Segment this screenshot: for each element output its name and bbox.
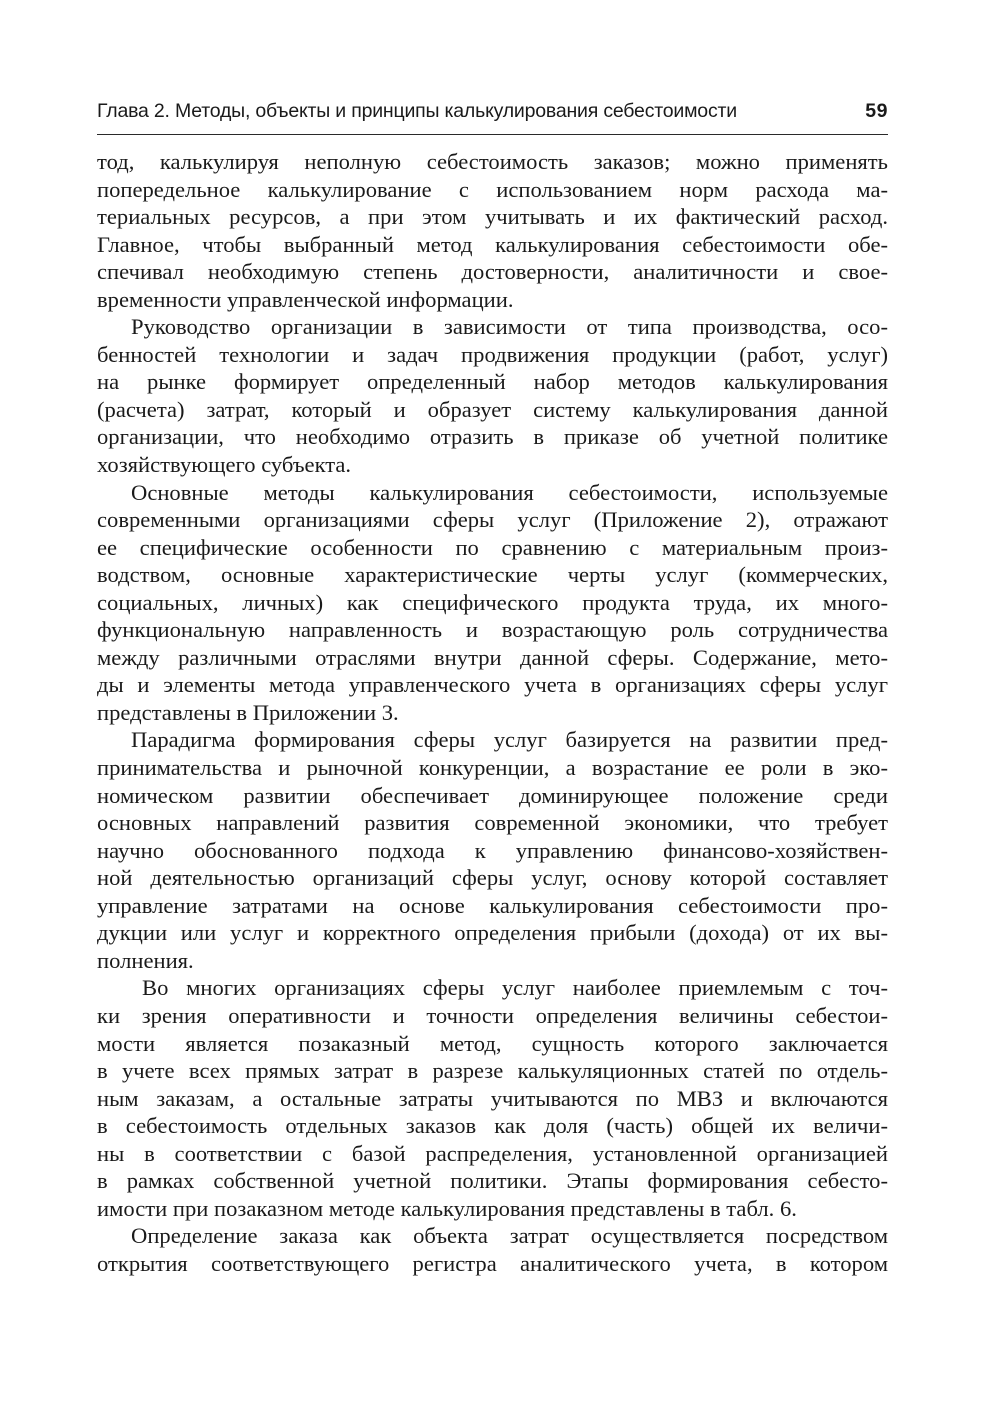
text-line: ны в соответствии с базой распределения, установленной организацией	[97, 1140, 888, 1166]
text-line: основных направлений развития современной экономики, что требует	[97, 810, 888, 836]
text-line: между различными отраслями внутри данной сферы. Содержание, мето-	[97, 644, 888, 670]
text-line: (расчета) затрат, который и образует систему калькулирования данной	[97, 396, 888, 422]
text-line: номическом развитии обеспечивает доминирующее положение среди	[97, 782, 888, 808]
paragraph-6	[97, 1222, 888, 1277]
text-line: Парадигма формирования сферы услуг базируется на развитии пред-	[131, 727, 888, 753]
text-line: имости при позаказном методе калькулирования представлены в табл. 6.	[97, 1195, 797, 1221]
text-line: хозяйствующего субъекта.	[97, 452, 352, 478]
chapter-title: Глава 2. Методы, объекты и принципы калькулирования себестоимости	[97, 100, 737, 122]
text-line: дукции или услуг и корректного определения прибыли (дохода) от их вы-	[97, 920, 888, 946]
running-header	[97, 96, 888, 126]
text-line: ной деятельностью организаций сферы услуг, основу которой составляет	[97, 865, 888, 891]
text-line: современными организациями сферы услуг (Приложение 2), отражают	[97, 507, 888, 533]
text-line: ным заказам, а остальные затраты учитываются по МВЗ и включаются	[97, 1085, 888, 1111]
text-line: мости является позаказный метод, сущность которого заключается	[97, 1030, 888, 1056]
text-line: полнения.	[97, 947, 194, 973]
text-line: Определение заказа как объекта затрат осуществляется посредством	[131, 1223, 888, 1249]
text-line: научно обоснованного подхода к управлению финансово-хозяйствен-	[97, 837, 888, 863]
text-line: ды и элементы метода управленческого учета в организациях сферы услуг	[97, 672, 888, 698]
text-line: управление затратами на основе калькулирования себестоимости про-	[97, 892, 888, 918]
text-line: в себестоимость отдельных заказов как доля (часть) общей их величи-	[97, 1113, 888, 1139]
text-line: принимательства и рыночной конкуренции, а возрастание ее роли в эко-	[97, 755, 889, 781]
paragraph-3	[97, 479, 888, 727]
text-line: Главное, чтобы выбранный метод калькулирования себестоимости обе-	[97, 231, 888, 257]
text-line: представлены в Приложении 3.	[97, 699, 399, 725]
text-line: открытия соответствующего регистра аналитического учета, в котором	[97, 1250, 889, 1276]
text-line: ее специфические особенности по сравнению с материальным произ-	[97, 534, 888, 560]
text-line: попередельное калькулирование с использованием норм расхода ма-	[97, 176, 889, 202]
text-line: Во многих организациях сферы услуг наиболее приемлемым с точ-	[142, 975, 888, 1001]
text-line: социальных, личных) как специфического продукта труда, их много-	[97, 589, 888, 615]
page-number: 59	[865, 100, 888, 122]
text-line: организации, что необходимо отразить в приказе об учетной политике	[97, 424, 888, 450]
text-line: функциональную направленность и возрастающую роль сотрудничества	[97, 617, 888, 643]
text-line: временности управленческой информации.	[97, 286, 514, 312]
text-line: Руководство организации в зависимости от типа производства, осо-	[131, 314, 888, 340]
text-line: спечивал необходимую степень достоверности, аналитичности и свое-	[97, 259, 889, 285]
text-line: водством, основные характеристические черты услуг (коммерческих,	[97, 562, 888, 588]
paragraph-2	[97, 313, 888, 478]
paragraph-5	[97, 974, 888, 1222]
text-line: ки зрения оперативности и точности определения величины себестои-	[97, 1002, 888, 1028]
paragraph-1	[97, 148, 888, 313]
text-line: на рынке формирует определенный набор методов калькулирования	[97, 369, 888, 395]
header-rule	[97, 134, 888, 135]
text-line: териальных ресурсов, а при этом учитывать и их фактический расход.	[97, 204, 888, 230]
text-line: в учете всех прямых затрат в разрезе калькуляционных статей по отдель-	[97, 1058, 888, 1084]
paragraph-4	[97, 726, 888, 974]
text-line: тод, калькулируя неполную себестоимость заказов; можно применять	[97, 149, 888, 174]
text-line: в рамках собственной учетной политики. Этапы формирования себесто-	[97, 1168, 888, 1194]
text-line: бенностей технологии и задач продвижения продукции (работ, услуг)	[97, 341, 888, 367]
body-text	[97, 148, 888, 1277]
text-line: Основные методы калькулирования себестоимости, используемые	[131, 479, 888, 505]
